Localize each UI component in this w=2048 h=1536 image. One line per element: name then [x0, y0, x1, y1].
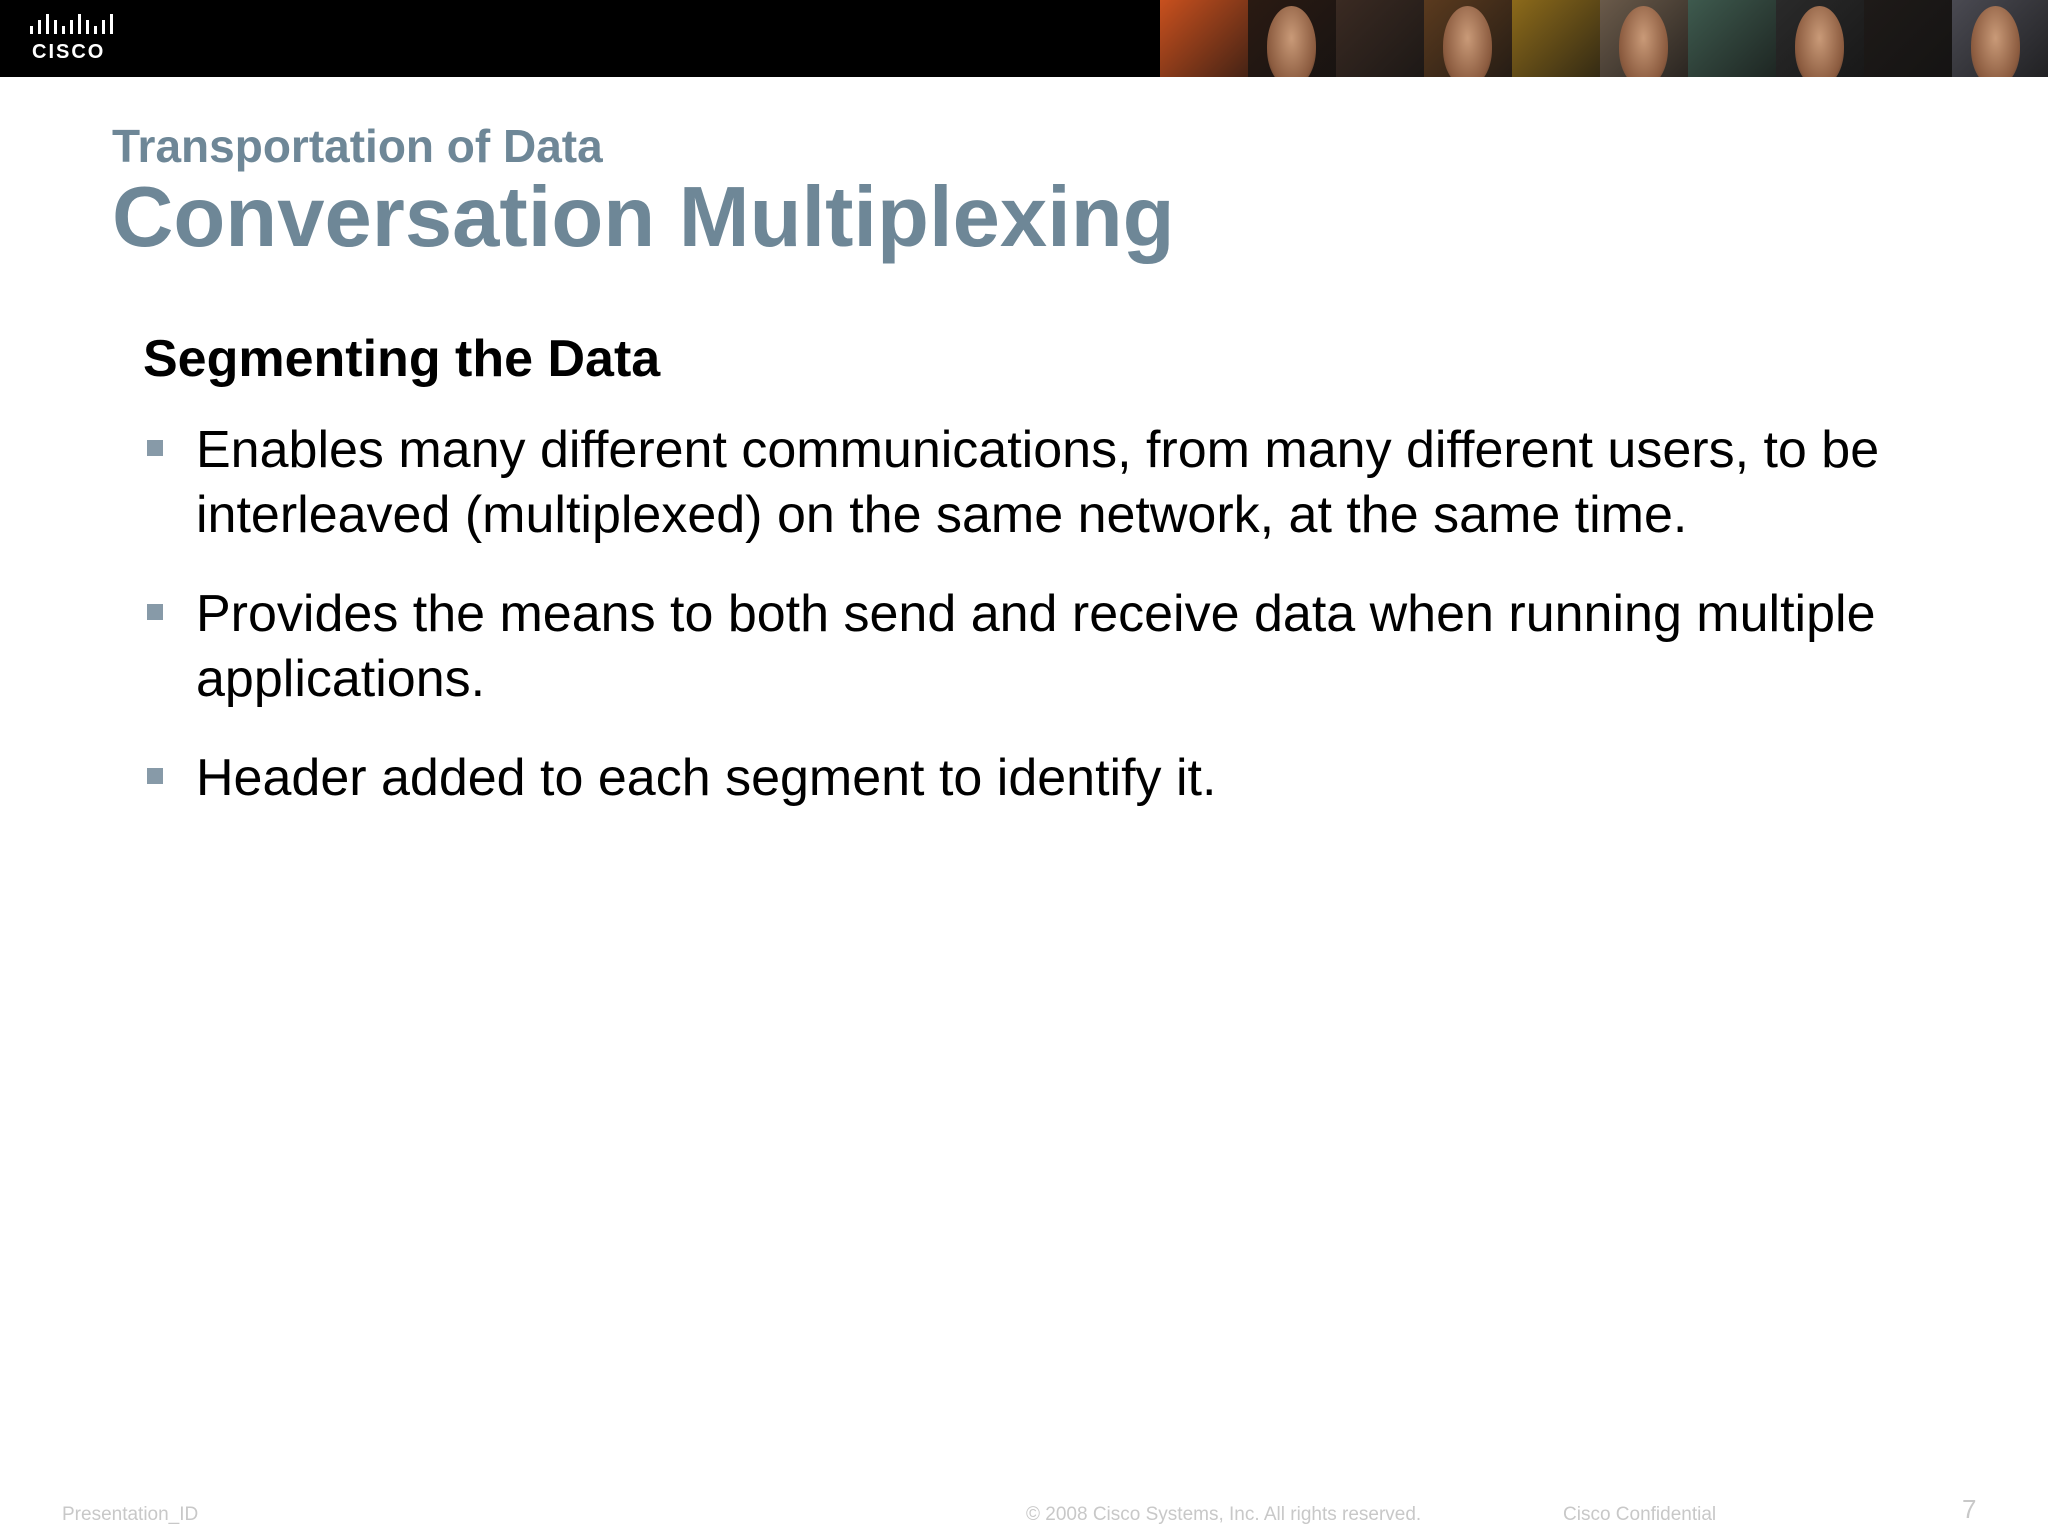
- header-photo: [1688, 0, 1776, 77]
- slide-content: [143, 328, 1903, 845]
- footer-copyright: © 2008 Cisco Systems, Inc. All rights reserved.: [1026, 1504, 1422, 1525]
- square-bullet-icon: [147, 440, 163, 456]
- header-photo: [1248, 0, 1336, 77]
- header-photo: [1160, 0, 1248, 77]
- bullet-item: [143, 418, 1903, 548]
- bullet-text: Provides the means to both send and receive data when running multiple applications.: [196, 585, 1876, 708]
- bullet-list: [143, 418, 1903, 811]
- footer-presentation-id: Presentation_ID: [62, 1504, 199, 1525]
- photo-face: [1443, 6, 1492, 77]
- top-bar: [0, 0, 2048, 77]
- slide-titles: [112, 118, 1175, 266]
- bullet-item: [143, 746, 1903, 811]
- header-photo: [1776, 0, 1864, 77]
- cisco-logo: [28, 14, 128, 64]
- header-photo-strip: [1160, 0, 2048, 77]
- photo-face: [1795, 6, 1844, 77]
- square-bullet-icon: [147, 768, 163, 784]
- slide-subtitle: Transportation of Data: [112, 120, 603, 172]
- page-number: 7: [1962, 1494, 1977, 1524]
- footer-confidential: Cisco Confidential: [1563, 1504, 1717, 1525]
- header-photo: [1600, 0, 1688, 77]
- photo-face: [1619, 6, 1668, 77]
- section-heading: Segmenting the Data: [143, 330, 661, 388]
- header-photo: [1512, 0, 1600, 77]
- cisco-bridge-logo-icon: [28, 14, 118, 40]
- header-photo: [1864, 0, 1952, 77]
- slide-title: Conversation Multiplexing: [112, 170, 1175, 265]
- header-photo: [1952, 0, 2048, 77]
- photo-face: [1971, 6, 2020, 77]
- header-photo: [1336, 0, 1424, 77]
- bullet-text: Header added to each segment to identify it.: [196, 749, 1217, 807]
- square-bullet-icon: [147, 604, 163, 620]
- bullet-text: Enables many different communications, from many different users, to be interleaved (multiplexed) on the same network, at the same time.: [196, 421, 1880, 544]
- photo-face: [1267, 6, 1316, 77]
- header-photo: [1424, 0, 1512, 77]
- bullet-item: [143, 582, 1903, 712]
- cisco-logo-text: CISCO: [32, 41, 106, 63]
